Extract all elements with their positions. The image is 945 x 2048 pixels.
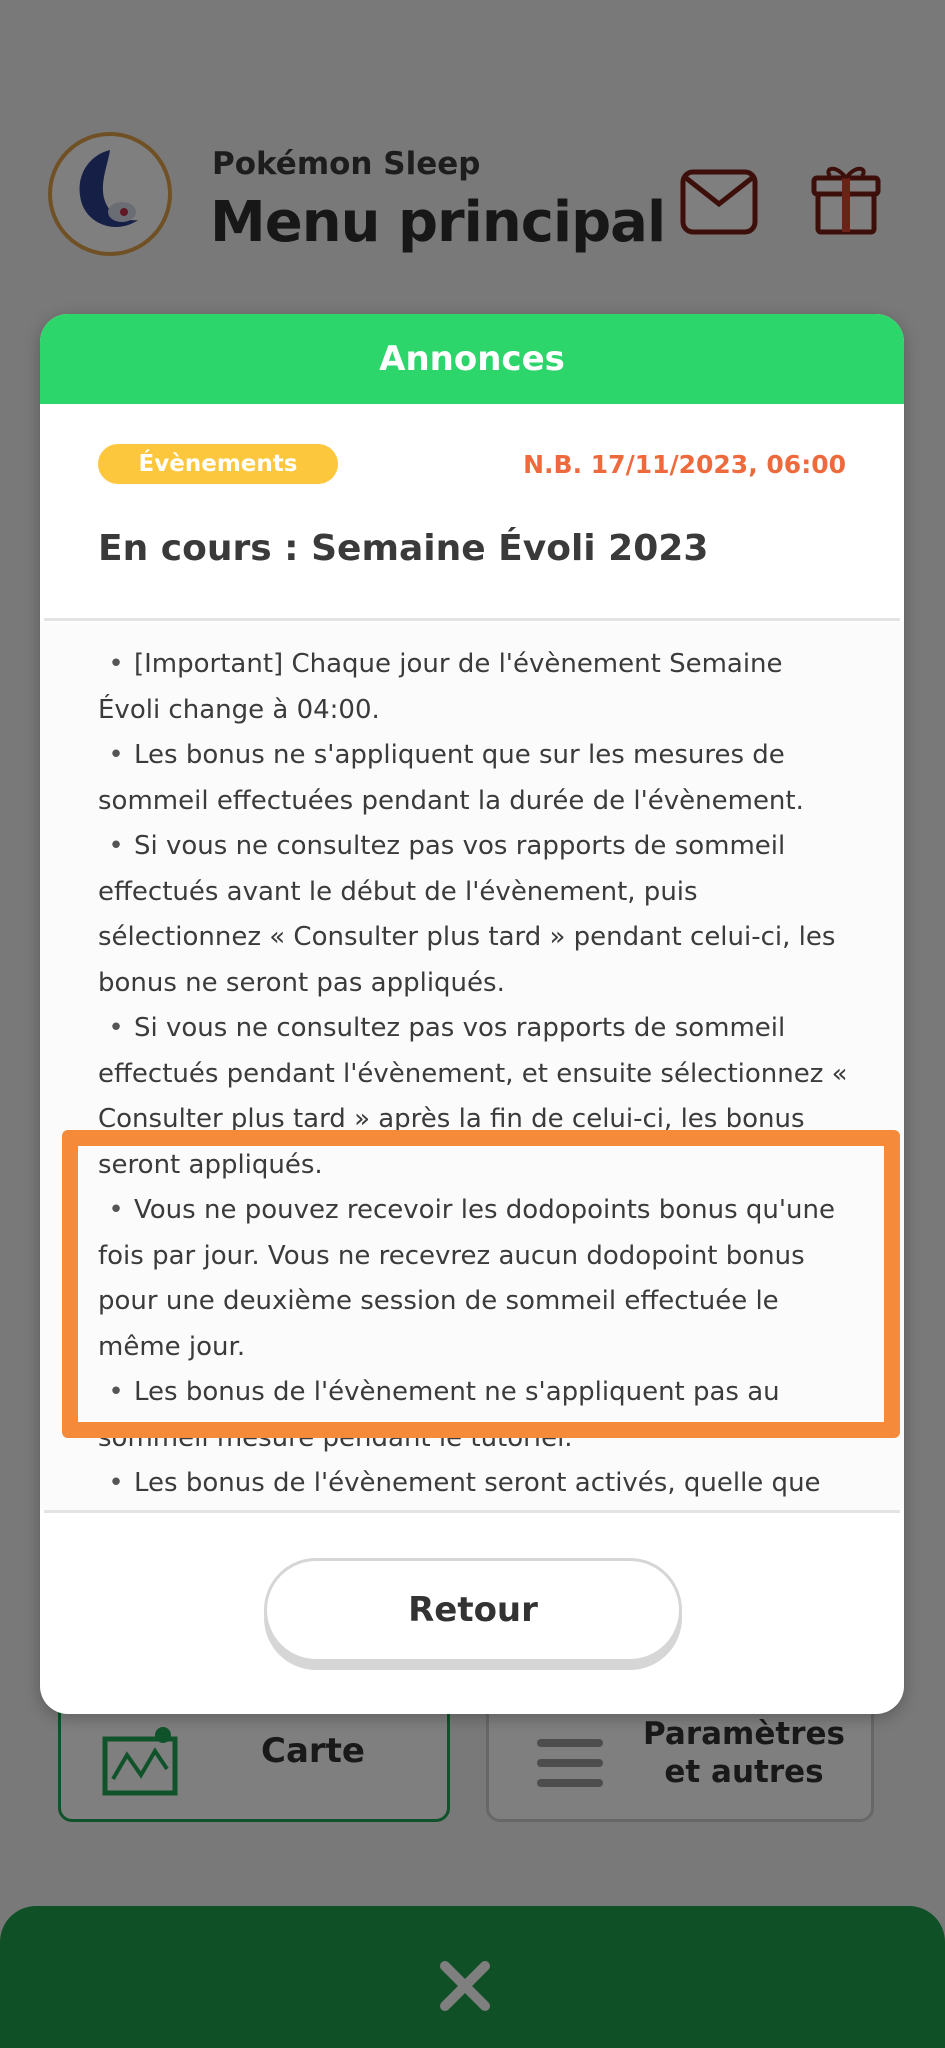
category-tag: Évènements [98, 444, 338, 484]
modal-title: Annonces [379, 339, 565, 379]
divider [44, 1510, 900, 1513]
divider [44, 618, 900, 621]
announcement-date: N.B. 17/11/2023, 06:00 [523, 450, 846, 479]
highlight-box [62, 1130, 900, 1438]
body-paragraph: • Si vous ne consultez pas vos rapports de sommeil effectués pendant l'évènement, et ensuite sélectionnez « Consulter plus tard » après la fin de celui-ci, les bonus seront appliqués. [98, 1013, 848, 1180]
modal-header [40, 314, 904, 404]
body-paragraph: • Les bonus de l'évènement ne s'appliquent pas au sommeil mesuré pendant le tutoriel. [98, 1377, 780, 1453]
announcements-modal [40, 314, 904, 1714]
back-button[interactable]: Retour [264, 1558, 682, 1662]
body-paragraph: • Vous ne pouvez recevoir les dodopoints bonus qu'une fois par jour. Vous ne recevrez aucun dodopoint bonus pour une deuxième session de sommeil effectuée le même jour. [98, 1195, 835, 1362]
announcement-headline: En cours : Semaine Évoli 2023 [98, 528, 709, 569]
body-paragraph: • Si vous ne consultez pas vos rapports de sommeil effectués avant le début de l'évènement, puis sélectionnez « Consulter plus tard » pendant celui-ci, les bonus ne seront pas appliqués. [98, 831, 836, 998]
body-paragraph: • Les bonus de l'évènement seront activés, quelle que [108, 1468, 821, 1498]
body-paragraph: • [Important] Chaque jour de l'évènement Semaine Évoli change à 04:00. [98, 649, 783, 725]
body-paragraph: • Les bonus ne s'appliquent que sur les mesures de sommeil effectuées pendant la durée de l'évènement. [98, 740, 804, 816]
